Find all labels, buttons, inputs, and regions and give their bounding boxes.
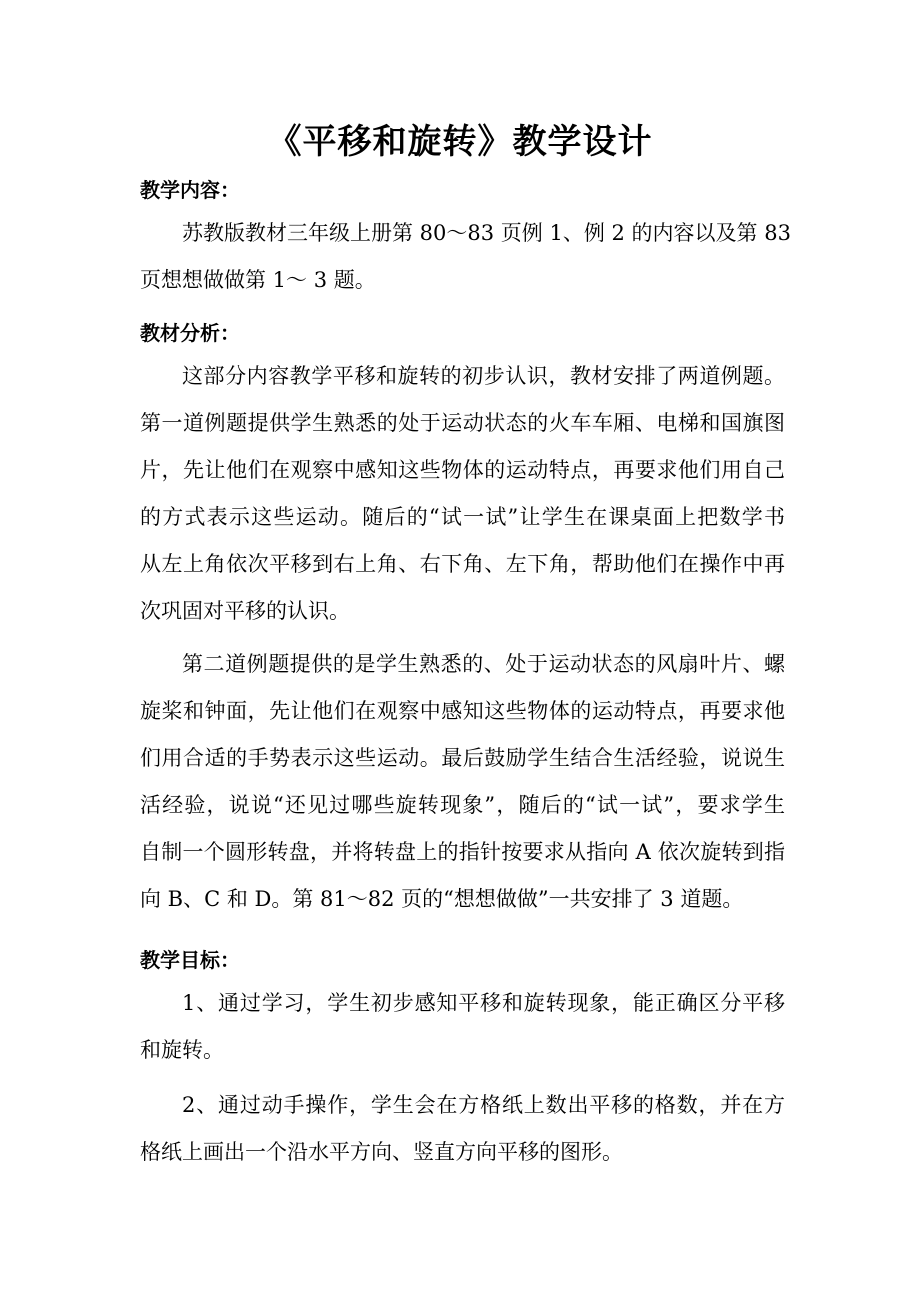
text-line: 向 B、C 和 D。第 81～82 页的“想想做做”一共安排了 3 道题。 — [140, 887, 744, 911]
paragraph — [140, 641, 785, 923]
text-line: 苏教版教材三年级上册第 80～83 页例 1、例 2 的内容以及第 83 — [182, 221, 791, 245]
text-line: 片，先让他们在观察中感知这些物体的运动特点，再要求他们用自己 — [140, 458, 785, 482]
text-line: 次巩固对平移的认识。 — [140, 599, 350, 623]
text-line: 自制一个圆形转盘，并将转盘上的指针按要求从指向 A 依次旋转到指 — [140, 840, 785, 864]
text-line: 1、通过学习，学生初步感知平移和旋转现象，能正确区分平移 — [182, 991, 785, 1015]
text-line: 和旋转。 — [140, 1038, 224, 1062]
text-line: 旋桨和钟面，先让他们在观察中感知这些物体的运动特点，再要求他 — [140, 699, 785, 723]
text-line: 这部分内容教学平移和旋转的初步认识，教材安排了两道例题。 — [182, 364, 785, 388]
text-line: 第二道例题提供的是学生熟悉的、处于运动状态的风扇叶片、螺 — [182, 652, 785, 676]
text-line: 们用合适的手势表示这些运动。最后鼓励学生结合生活经验，说说生 — [140, 746, 785, 770]
paragraph — [140, 1082, 785, 1176]
paragraph — [140, 210, 791, 304]
section-heading-objectives: 教学目标： — [140, 948, 240, 972]
section-heading-analysis: 教材分析： — [140, 321, 240, 345]
text-line: 活经验，说说“还见过哪些旋转现象”，随后的“试一试”，要求学生 — [140, 793, 785, 817]
text-line: 从左上角依次平移到右上角、右下角、左下角，帮助他们在操作中再 — [140, 552, 785, 576]
paragraph — [140, 353, 785, 635]
text-line: 格纸上画出一个沿水平方向、竖直方向平移的图形。 — [140, 1140, 623, 1164]
text-line: 页想想做做第 1～ 3 题。 — [140, 268, 376, 292]
text-line: 第一道例题提供学生熟悉的处于运动状态的火车车厢、电梯和国旗图 — [140, 411, 785, 435]
section-heading-content: 教学内容： — [140, 178, 240, 202]
text-line: 的方式表示这些运动。随后的“试一试”让学生在课桌面上把数学书 — [140, 505, 785, 529]
text-line: 2、通过动手操作，学生会在方格纸上数出平移的格数，并在方 — [182, 1093, 785, 1117]
paragraph — [140, 980, 785, 1074]
document-title: 《平移和旋转》教学设计 — [267, 122, 653, 162]
